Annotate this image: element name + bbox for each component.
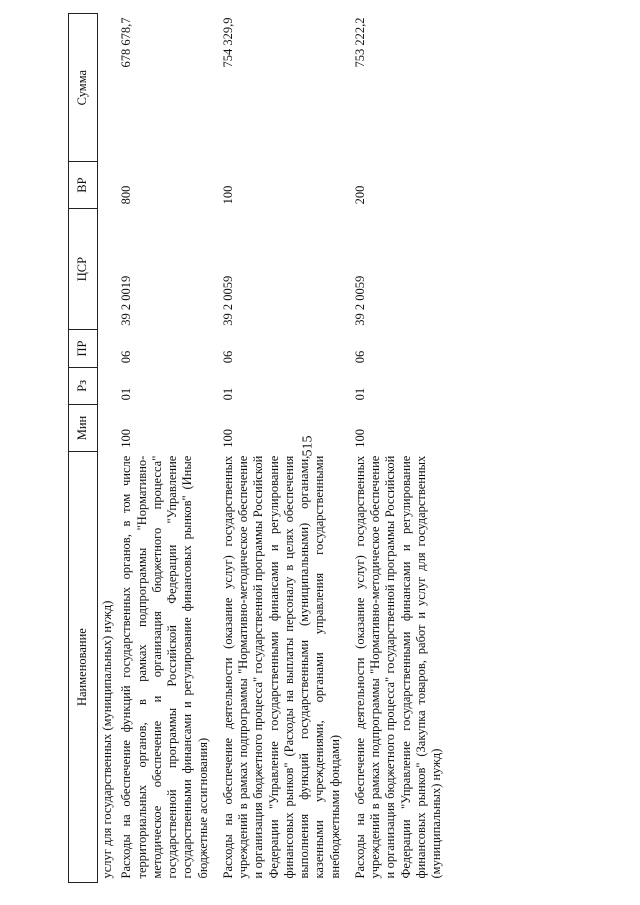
page-number: 515 [300, 435, 316, 457]
row-sum: 678 678,7 [119, 17, 134, 68]
row-min: 100 [220, 428, 235, 448]
row-sum: 754 329,9 [220, 17, 235, 68]
row-csr: 39 2 0019 [119, 275, 134, 326]
row-csr: 39 2 0059 [352, 275, 367, 326]
continuation-row [98, 14, 118, 883]
header-name: Наименование [69, 452, 98, 883]
header-csr: ЦСР [69, 208, 98, 329]
table-row [351, 14, 447, 883]
header-sum: Сумма [69, 14, 98, 162]
header-pr: ПР [69, 330, 98, 368]
row-name: Расходы на обеспечение деятельности (оказание услуг) государственных учреждений в рамках подпрограммы "Нормативно-методическое обеспечение и организация бюджетного процесса" государственной программы Российской Федерации "Управление государственными финансами и регулирование финансовых рынков" (Расходы на выплаты персоналу в целях обеспечения выполнения функций государственными (муниципальными) органами, казенными учреждениями, органами управления государственными внебюджетными фондами) [220, 455, 342, 879]
row-vr: 800 [119, 185, 134, 205]
row-rz: 01 [119, 387, 134, 401]
row-vr: 100 [220, 185, 235, 205]
header-rz: Рз [69, 367, 98, 404]
row-min: 100 [119, 428, 134, 448]
row-min: 100 [352, 428, 367, 448]
row-csr: 39 2 0059 [220, 275, 235, 326]
header-min: Мин [69, 404, 98, 451]
header-vr: ВР [69, 162, 98, 209]
row-rz: 01 [220, 387, 235, 401]
row-rz: 01 [352, 387, 367, 401]
table-row [117, 14, 213, 883]
budget-table-rotated [68, 13, 608, 883]
continuation-text: услуг для государственных (муниципальных) нужд) [98, 452, 118, 883]
row-name: Расходы на обеспечение функций государственных органов, в том числе территориальных органов, в рамках подпрограммы "Нормативно-методическое обеспечение и организация бюджетного процесса" государственной программы Российской Федерации "Управление государственными финансами и регулирование финансовых рынков" (Иные бюджетные ассигнования) [119, 455, 210, 879]
table-header-row [69, 14, 98, 883]
row-name: Расходы на обеспечение деятельности (оказание услуг) государственных учреждений в рамках подпрограммы "Нормативно-методическое обеспечение и организация бюджетного процесса" государственной программы Российской Федерации "Управление государственными финансами и регулирование финансовых рынков" (Закупка товаров, работ и услуг для государственных (муниципальных) нужд) [352, 455, 443, 879]
row-pr: 06 [352, 350, 367, 364]
budget-table [68, 13, 446, 883]
row-pr: 06 [119, 350, 134, 364]
row-sum: 753 222,2 [352, 17, 367, 68]
table-row [219, 14, 345, 883]
row-vr: 200 [352, 185, 367, 205]
row-pr: 06 [220, 350, 235, 364]
